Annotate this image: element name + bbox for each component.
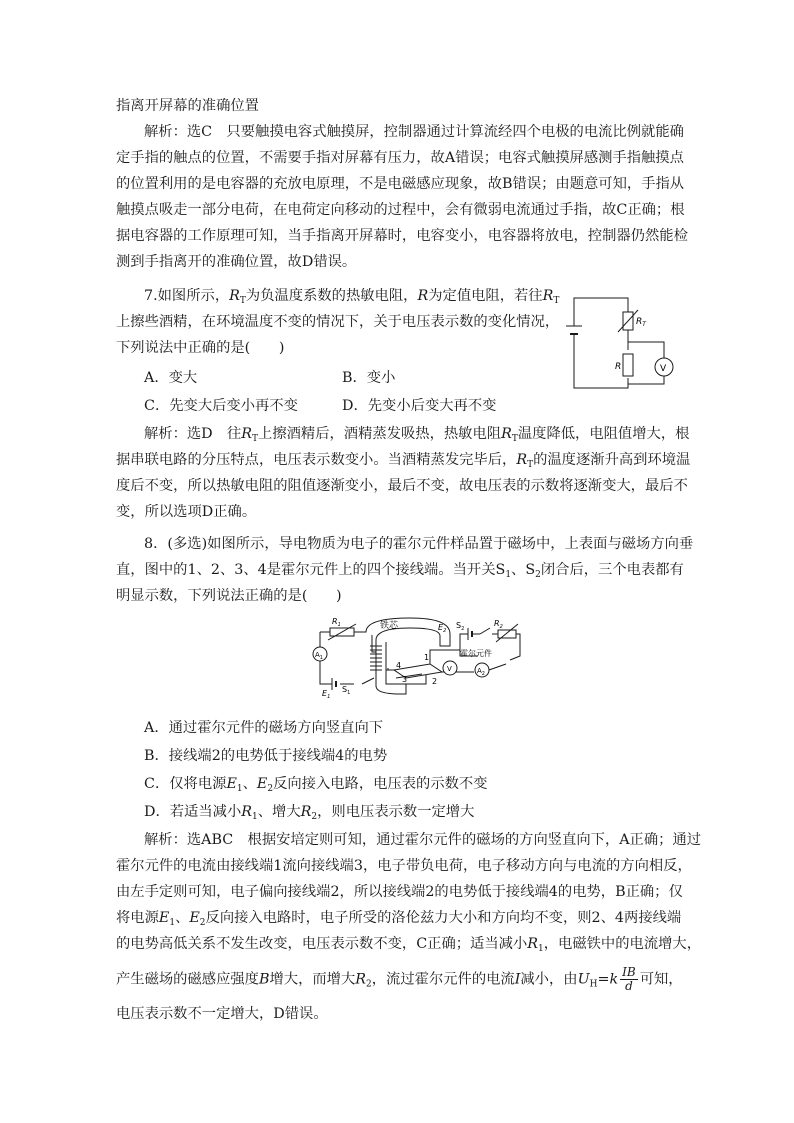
q7-answer-line3: 度后不变，所以热敏电阻的阻值逐渐变小，最后不变，故电压表的示数将逐渐变大，最后不 — [116, 478, 688, 494]
e2-label: $E_2$ — [438, 623, 447, 634]
q7-stem-line1: 7.如图所示，$R_T$为负温度系数的热敏电阻，R为定值电阻，若往$R_T$ — [144, 288, 560, 306]
r2-label: $R_2$ — [494, 619, 503, 630]
terminal-4-label: 4 — [396, 661, 402, 670]
q8-option-b: B．接线端2的电势低于接线端4的电势 — [144, 748, 388, 764]
q7-answer-line1: 解析：选D 往$R_T$上擦酒精后，酒精蒸发吸热，热敏电阻$R_T$温度降低，电阻值增大，根 — [144, 426, 690, 444]
answer-line: 测到手指离开的准确位置，故D错误。 — [116, 254, 357, 270]
hall-formula-fraction: $\frac{IB}{d}$ — [622, 965, 636, 993]
q7-answer-line4: 变，所以选项D正确。 — [116, 504, 257, 520]
answer-line: 解析：选C 只要触摸电容式触摸屏，控制器通过计算流经四个电极的电流比例就能确 — [144, 124, 684, 140]
q8-answer-line4: 将电源$E_1$、$E_2$反向接入电路时，电子所受的洛伦兹力大小和方向均不变，则2、4两接线端 — [116, 910, 682, 928]
voltmeter-label: V — [447, 665, 452, 673]
terminal-1-label: 1 — [424, 653, 430, 662]
q8-answer-line3: 由左手定则可知，电子偏向接线端2，所以接线端2的电势低于接线端4的电势，B正确；仅 — [116, 884, 683, 900]
q7-circuit-diagram — [560, 290, 690, 392]
answer-line: 触摸点吸走一部分电荷，在电荷定向移动的过程中，会有微弱电流通过手指，故C正确；根 — [116, 202, 685, 218]
q7-option-d: D．先变小后变大再不变 — [342, 398, 497, 414]
q8-answer-line6: 产生磁场的磁感应强度B增大，而增大$R_2$，流过霍尔元件的电流I减小，由$U_H=k$ $\frac{IB}{d}$ 可知， — [116, 965, 683, 993]
a1-label: $A_1$ — [315, 651, 323, 661]
q8-option-d: D．若适当减小$R_1$、增大$R_2$，则电压表示数一定增大 — [144, 804, 475, 822]
q8-stem-line3: 明显示数，下列说法正确的是( ) — [116, 588, 342, 604]
q7-stem-line2: 上擦些酒精，在环境温度不变的情况下，关于电压表示数的变化情况， — [116, 314, 560, 330]
answer-line: 据电容器的工作原理可知，当手指离开屏幕时，电容变小，电容器将放电，控制器仍然能检 — [116, 228, 688, 244]
q7-answer-line2: 据串联电路的分压特点，电压表示数变小。当酒精蒸发完毕后，$R_T$的温度逐渐升高到环境温 — [116, 452, 691, 470]
answer-line: 定手指的触点的位置，不需要手指对屏幕有压力，故A错误；电容式触摸屏感测手指触摸点 — [116, 150, 684, 166]
rt-label: $R_T$ — [636, 317, 646, 328]
r1-label: $R_1$ — [332, 617, 341, 628]
q8-answer-line5: 的电势高低关系不发生改变，电压表示数不变，C正确；适当减小$R_1$，电磁铁中的电流增大， — [116, 936, 702, 954]
q8-option-a: A．通过霍尔元件的磁场方向竖直向下 — [144, 720, 384, 736]
q8-hall-circuit-diagram — [310, 612, 522, 700]
answer-line: 的位置利用的是电容器的充放电原理，不是电磁感应现象，故B错误；由题意可知，手指从 — [116, 176, 685, 192]
q7-option-b: B．变小 — [342, 370, 396, 386]
q8-stem-line2: 直，图中的1、2、3、4是霍尔元件上的四个接线端。当开关$S_1$、$S_2$闭合后，三个电表都有 — [116, 562, 684, 580]
r-label: R — [615, 362, 622, 372]
q7-option-a: A．变大 — [144, 370, 198, 386]
voltmeter-label: V — [660, 364, 667, 374]
terminal-3-label: 3 — [402, 675, 408, 684]
terminal-2-label: 2 — [432, 677, 438, 686]
q7-option-c: C．先变大后变小再不变 — [144, 398, 298, 414]
q8-answer-line7: 电压表示数不一定增大，D错误。 — [116, 1006, 328, 1022]
hall-label: 霍尔元件 — [460, 649, 492, 658]
core-label: 铁芯 — [380, 621, 399, 631]
q8-option-c: C．仅将电源$E_1$、$E_2$反向接入电路，电压表的示数不变 — [144, 776, 488, 794]
s1-label: $S_1$ — [342, 685, 351, 696]
e1-label: $E_1$ — [322, 689, 331, 700]
q8-answer-line1: 解析：选ABC 根据安培定则可知，通过霍尔元件的磁场的方向竖直向下，A正确；通过 — [144, 832, 702, 848]
q8-answer-line2: 霍尔元件的电流由接线端1流向接线端3，电子带负电荷，电子移动方向与电流的方向相反， — [116, 858, 692, 874]
text-line: 指离开屏幕的准确位置 — [116, 98, 259, 114]
q8-stem-line1: 8．(多选)如图所示，导电物质为电子的霍尔元件样品置于磁场中，上表面与磁场方向垂 — [144, 536, 694, 552]
q7-stem-line3: 下列说法中正确的是( ) — [116, 340, 285, 356]
a2-label: $A_2$ — [477, 667, 485, 677]
s2-label: $S_2$ — [456, 621, 465, 632]
